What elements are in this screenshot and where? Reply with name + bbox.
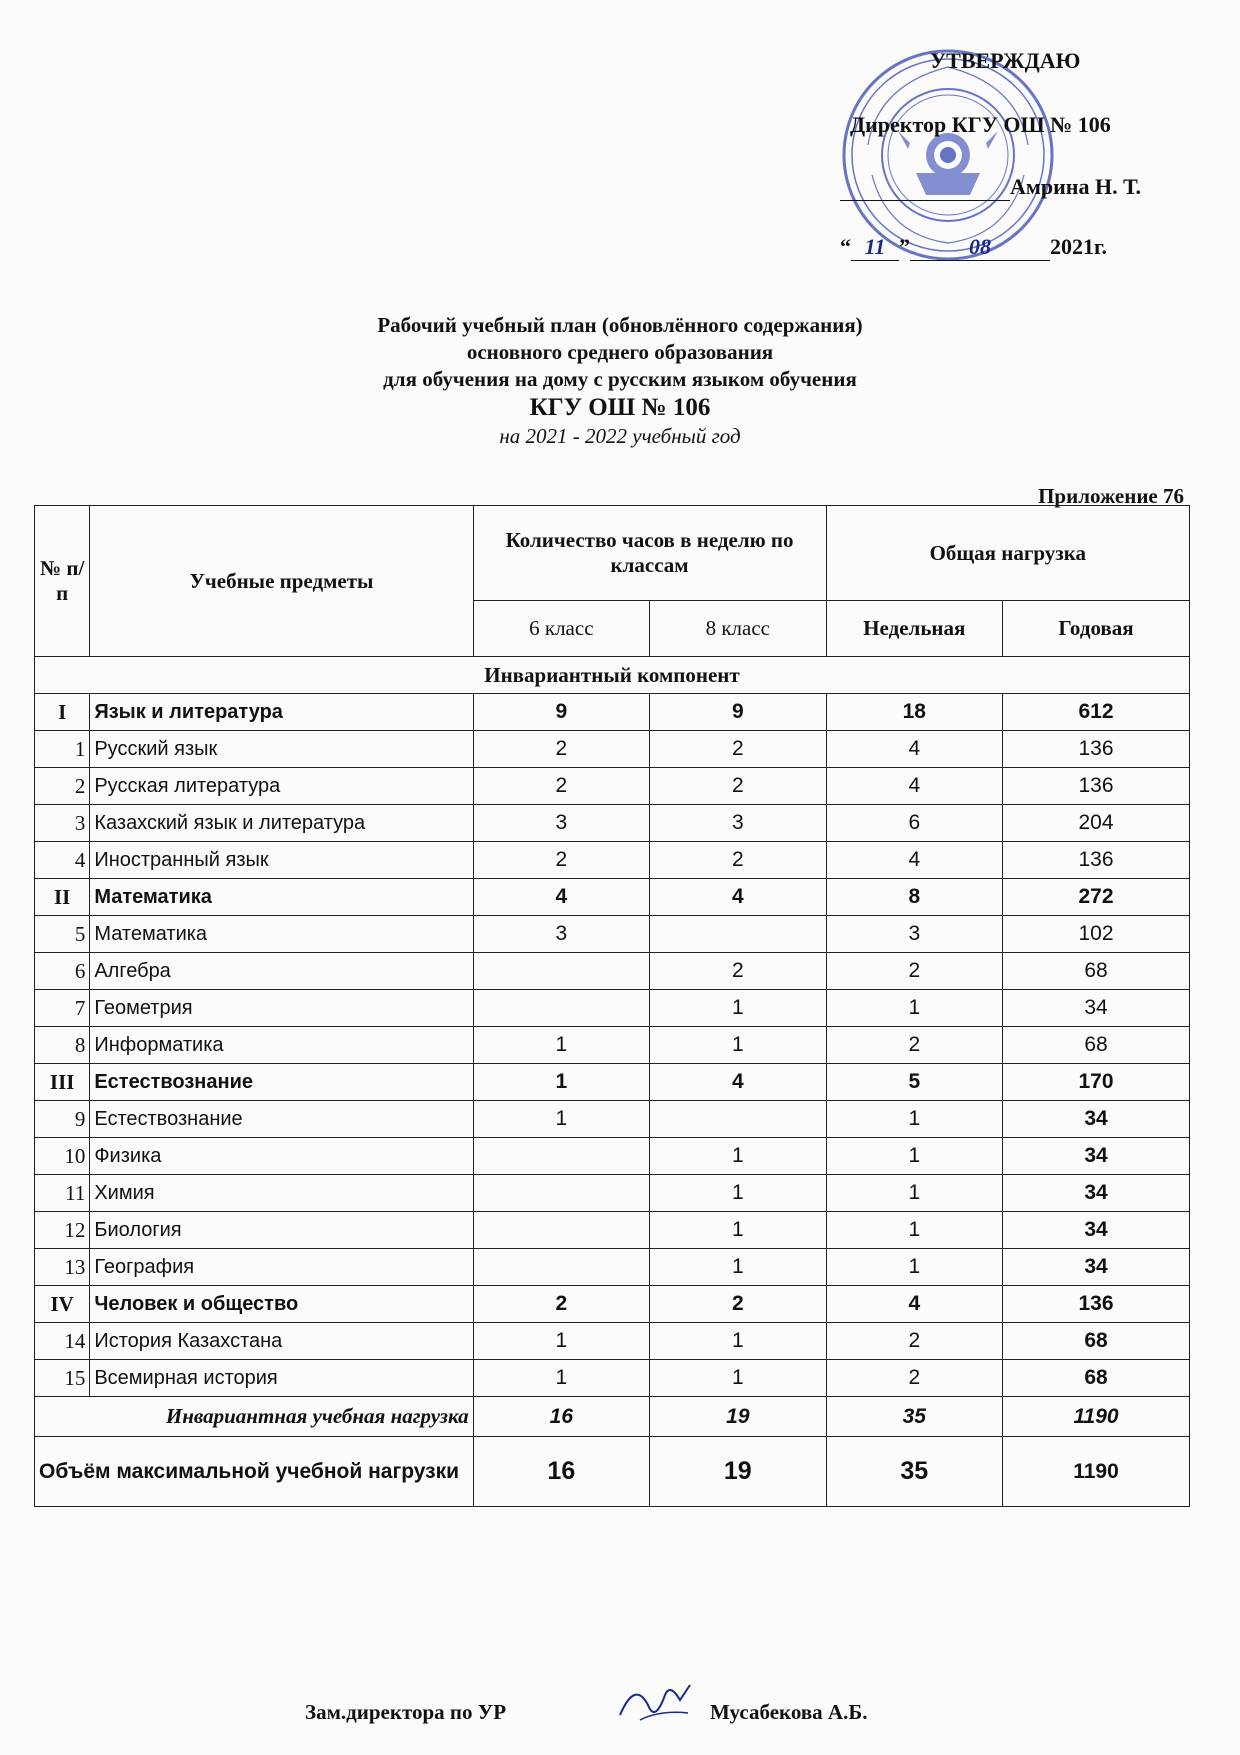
subject-name: Всемирная история [90,1360,473,1397]
yearly-load: 68 [1003,1323,1190,1360]
row-number: 4 [35,842,90,879]
grade6-hours: 2 [473,731,649,768]
row-number: III [35,1064,90,1101]
grade6-hours: 1 [473,1101,649,1138]
row-number: 3 [35,805,90,842]
subject-name: Геометрия [90,990,473,1027]
yearly-load: 68 [1003,1360,1190,1397]
weekly-load: 4 [826,731,1002,768]
row-number: II [35,879,90,916]
grade8-hours: 2 [650,731,826,768]
weekly-load: 1 [826,1101,1002,1138]
yearly-load: 136 [1003,1286,1190,1323]
subject-name: История Казахстана [90,1323,473,1360]
col-header-yearly: Годовая [1003,601,1190,657]
grade6-hours [473,953,649,990]
weekly-load: 3 [826,916,1002,953]
yearly-load: 34 [1003,1175,1190,1212]
subject-name: Математика [90,879,473,916]
col-header-no: № п/п [35,506,90,657]
subject-name: Биология [90,1212,473,1249]
grade6-hours: 1 [473,1360,649,1397]
subject-name: Физика [90,1138,473,1175]
grade8-hours: 1 [650,1027,826,1064]
approval-name: Амрина Н. Т. [1010,174,1142,199]
subject-row [35,1175,1190,1212]
subject-row [35,990,1190,1027]
row-number: 11 [35,1175,90,1212]
row-number: 8 [35,1027,90,1064]
grade6-hours: 4 [473,879,649,916]
weekly-load: 8 [826,879,1002,916]
subject-name: География [90,1249,473,1286]
col-header-subject: Учебные предметы [90,506,473,657]
weekly-load: 4 [826,1286,1002,1323]
max-g6: 16 [473,1437,649,1507]
row-number: 15 [35,1360,90,1397]
yearly-load: 272 [1003,879,1190,916]
col-header-weekly: Недельная [826,601,1002,657]
weekly-load: 1 [826,1175,1002,1212]
approval-signature-line [840,174,1141,201]
subject-row [35,1212,1190,1249]
footer-name: Мусабекова А.Б. [710,1700,868,1724]
yearly-load: 136 [1003,731,1190,768]
weekly-load: 1 [826,1249,1002,1286]
max-g8: 19 [650,1437,826,1507]
grade6-hours [473,1138,649,1175]
invariant-g6: 16 [473,1397,649,1437]
col-header-hours: Количество часов в неделю по классам [473,506,826,601]
row-number: 9 [35,1101,90,1138]
yearly-load: 68 [1003,1027,1190,1064]
grade6-hours: 3 [473,916,649,953]
subject-name: Информатика [90,1027,473,1064]
grade8-hours: 2 [650,768,826,805]
deputy-signature [610,1675,700,1730]
yearly-load: 102 [1003,916,1190,953]
grade8-hours: 9 [650,694,826,731]
subject-row [35,842,1190,879]
yearly-load: 136 [1003,842,1190,879]
subject-name: Химия [90,1175,473,1212]
weekly-load: 1 [826,990,1002,1027]
yearly-load: 34 [1003,990,1190,1027]
grade8-hours: 4 [650,879,826,916]
grade8-hours: 1 [650,1249,826,1286]
invariant-label: Инвариантная учебная нагрузка [35,1397,474,1437]
title-line-1: Рабочий учебный план (обновлённого содержания) [377,313,863,337]
grade6-hours [473,1175,649,1212]
curriculum-table [34,505,1190,1507]
grade6-hours: 1 [473,1323,649,1360]
col-header-grade6: 6 класс [473,601,649,657]
weekly-load: 1 [826,1212,1002,1249]
date-close-quote: ” [899,234,910,259]
grade6-hours [473,1212,649,1249]
subject-name: Язык и литература [90,694,473,731]
subject-row [35,805,1190,842]
row-number: 14 [35,1323,90,1360]
row-number: 13 [35,1249,90,1286]
signature-blank [840,174,1010,201]
max-year: 1190 [1003,1437,1190,1507]
subject-name: Человек и общество [90,1286,473,1323]
grade8-hours: 1 [650,1323,826,1360]
col-header-total: Общая нагрузка [826,506,1189,601]
date-day: 11 [851,234,899,261]
row-number: 7 [35,990,90,1027]
subject-name: Иностранный язык [90,842,473,879]
title-line-3: для обучения на дому с русским языком обучения [383,367,857,391]
grade8-hours [650,916,826,953]
subject-name: Естествознание [90,1101,473,1138]
document-title [0,312,1240,450]
invariant-g8: 19 [650,1397,826,1437]
max-load-label: Объём максимальной учебной нагрузки [35,1437,474,1507]
weekly-load: 2 [826,1323,1002,1360]
row-number: 6 [35,953,90,990]
yearly-load: 136 [1003,768,1190,805]
subject-row [35,916,1190,953]
subject-name: Математика [90,916,473,953]
grade8-hours: 1 [650,1138,826,1175]
date-month: 08 [910,234,1050,261]
subject-name: Казахский язык и литература [90,805,473,842]
approval-title: УТВЕРЖДАЮ [930,48,1081,73]
section-row [35,694,1190,731]
weekly-load: 4 [826,842,1002,879]
weekly-load: 2 [826,1027,1002,1064]
title-line-4: КГУ ОШ № 106 [529,394,711,421]
grade8-hours [650,1101,826,1138]
subject-row [35,1027,1190,1064]
row-number: 5 [35,916,90,953]
approval-position: Директор КГУ ОШ № 106 [850,112,1111,137]
date-year: 2021г. [1050,234,1108,259]
weekly-load: 2 [826,953,1002,990]
row-number: 12 [35,1212,90,1249]
row-number: 2 [35,768,90,805]
yearly-load: 204 [1003,805,1190,842]
grade6-hours: 3 [473,805,649,842]
section-row [35,1064,1190,1101]
grade6-hours [473,990,649,1027]
grade6-hours: 2 [473,768,649,805]
grade8-hours: 2 [650,1286,826,1323]
weekly-load: 6 [826,805,1002,842]
weekly-load: 4 [826,768,1002,805]
grade8-hours: 1 [650,1360,826,1397]
subject-row [35,768,1190,805]
subject-name: Русская литература [90,768,473,805]
subject-name: Русский язык [90,731,473,768]
grade8-hours: 1 [650,1212,826,1249]
weekly-load: 2 [826,1360,1002,1397]
yearly-load: 68 [1003,953,1190,990]
subject-row [35,1249,1190,1286]
section-row [35,879,1190,916]
official-stamp [838,45,1058,265]
section-row [35,1286,1190,1323]
grade8-hours: 3 [650,805,826,842]
grade6-hours: 2 [473,1286,649,1323]
subject-row [35,953,1190,990]
yearly-load: 34 [1003,1249,1190,1286]
yearly-load: 612 [1003,694,1190,731]
grade8-hours: 2 [650,842,826,879]
title-year: на 2021 - 2022 учебный год [499,424,741,448]
yearly-load: 34 [1003,1212,1190,1249]
component-header: Инвариантный компонент [35,657,1190,694]
footer-role: Зам.директора по УР [305,1700,507,1724]
grade8-hours: 4 [650,1064,826,1101]
col-header-grade8: 8 класс [650,601,826,657]
subject-row [35,731,1190,768]
subject-row [35,1138,1190,1175]
yearly-load: 170 [1003,1064,1190,1101]
max-week: 35 [826,1437,1002,1507]
weekly-load: 18 [826,694,1002,731]
grade6-hours [473,1249,649,1286]
title-line-2: основного среднего образования [466,340,774,364]
invariant-year: 1190 [1003,1397,1190,1437]
subject-row [35,1101,1190,1138]
subject-name: Алгебра [90,953,473,990]
invariant-week: 35 [826,1397,1002,1437]
yearly-load: 34 [1003,1138,1190,1175]
date-open-quote: “ [840,234,851,259]
row-number: IV [35,1286,90,1323]
row-number: 1 [35,731,90,768]
weekly-load: 5 [826,1064,1002,1101]
grade6-hours: 1 [473,1027,649,1064]
grade6-hours: 2 [473,842,649,879]
yearly-load: 34 [1003,1101,1190,1138]
grade8-hours: 1 [650,990,826,1027]
subject-row [35,1360,1190,1397]
grade6-hours: 1 [473,1064,649,1101]
grade8-hours: 1 [650,1175,826,1212]
approval-date [840,234,1107,261]
row-number: 10 [35,1138,90,1175]
row-number: I [35,694,90,731]
weekly-load: 1 [826,1138,1002,1175]
grade6-hours: 9 [473,694,649,731]
subject-row [35,1323,1190,1360]
appendix-label: Приложение 76 [1038,484,1184,508]
subject-name: Естествознание [90,1064,473,1101]
grade8-hours: 2 [650,953,826,990]
